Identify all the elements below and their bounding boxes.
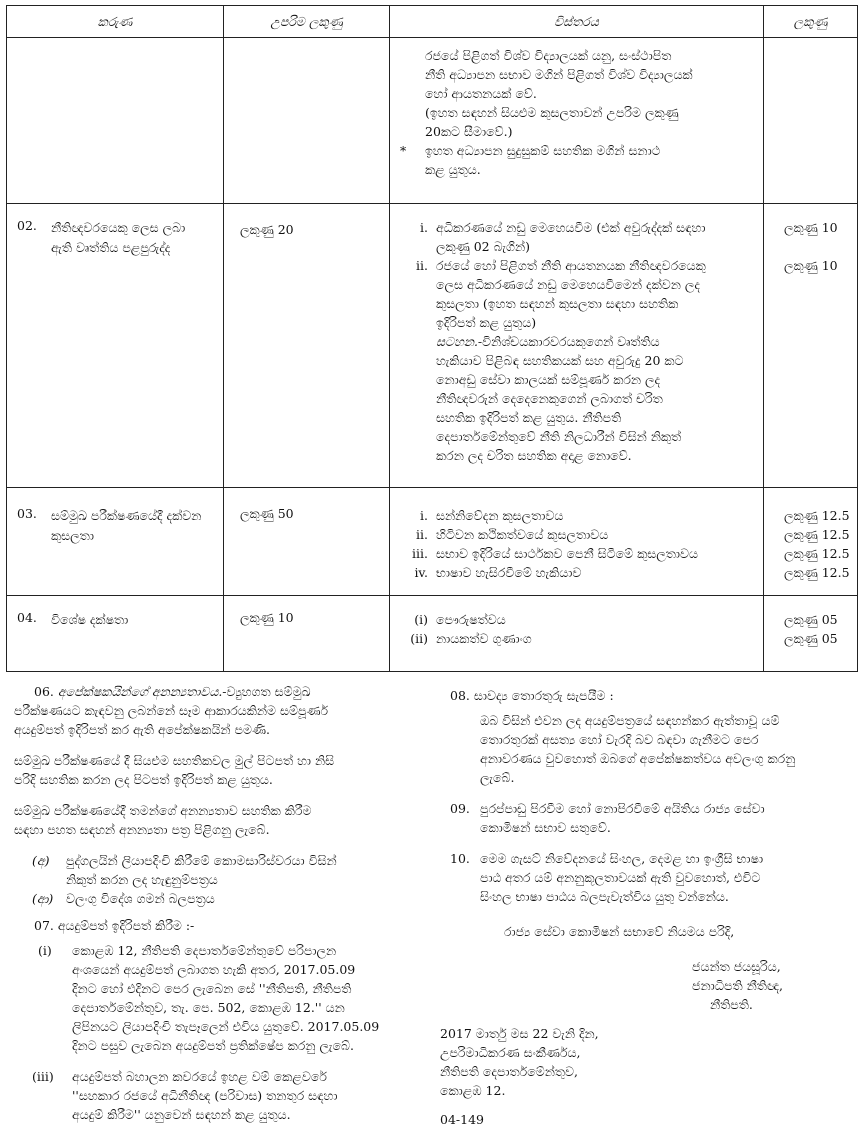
marks-cell xyxy=(764,596,858,672)
max-marks-cell xyxy=(224,204,390,488)
criterion-cell xyxy=(7,488,224,596)
section-number: 09. xyxy=(450,801,470,816)
text-line: විනිශ්චයකාරවරයකුගෙන් වෘත්තිය xyxy=(482,334,660,349)
item-label: (i) xyxy=(414,612,428,627)
text-line: රජයේ හෝ පිළිගත් නීති ආයතනයක නීතිඥවරයෙකු xyxy=(436,258,706,273)
marks-cell xyxy=(764,204,858,488)
max-marks: ලකුණු 20 xyxy=(240,222,294,237)
text-line: උපරිමාධිකරණ සංකීර්ණය, xyxy=(440,1045,581,1060)
item-text: පෞරුෂත්වය xyxy=(436,612,506,627)
list-item xyxy=(14,1067,434,1124)
section-10 xyxy=(440,849,858,906)
item-text: නායකත්ව ගුණාංග xyxy=(436,631,532,646)
item-text: භාෂාව හැසිරවීමේ හැකියාව xyxy=(436,565,582,580)
text-line: අනාවරණය වුවහොත් ඔබගේ අපේක්ෂකත්වය අවලංගු කරනු xyxy=(480,751,796,766)
text-line: තොරතුරක් අසත්‍ය හෝ වැරදි බව බඳවා ගැනීමට පෙර xyxy=(480,732,759,747)
mark-value: ලකුණු 05 xyxy=(784,612,838,627)
left-column xyxy=(14,682,434,1124)
description-cell xyxy=(390,596,764,672)
text-line: කොළඹ 12, නීතිපති දෙපාර්තමේන්තුවේ පරිපාලන xyxy=(72,943,337,958)
text-line: අයදුම් කිරීම'' යනුවෙන් සඳහන් කළ යුතුය. xyxy=(72,1107,291,1122)
text-line: කුසලතා (ඉහත සඳහන් කුසලතා සඳහා සහතික xyxy=(436,296,679,311)
max-marks: ලකුණු 50 xyxy=(240,506,294,521)
description-cell xyxy=(390,204,764,488)
text-line: පරිදි සහතික කරන ලද පිටපත් ඉදිරිපත් කළ යුතුය. xyxy=(14,772,273,787)
row-number: 02. xyxy=(17,218,37,233)
text-line: 20කට සීමාවේ.) xyxy=(425,124,513,139)
section-08-title: 08. සාවද්‍ය තොරතුරු සැපයීම : xyxy=(450,688,614,703)
header-max-marks: උපරිම ලකුණු xyxy=(224,6,390,38)
text-line: ලිපිනයට ලියාපදිංචි තැපෑලෙන් එවිය යුතුවේ. 2017.05.09 xyxy=(72,1019,380,1034)
text-line: දෙපාර්තමේන්තුව, තැ. පෙ. 502, කොළඹ 12.'' යන xyxy=(72,1000,345,1015)
text-line: සහතික ඉදිරිපත් කළ යුතුය. නීතිපති xyxy=(436,410,622,425)
notice-code: 04-149 xyxy=(440,1112,484,1127)
marks-cell xyxy=(764,488,858,596)
text-line: නීතිපති. xyxy=(710,997,753,1012)
item-label: (iii) xyxy=(32,1069,54,1084)
paragraph xyxy=(14,801,434,839)
mark-value: ලකුණු 12.5 xyxy=(784,565,850,580)
criterion-cell xyxy=(7,596,224,672)
text-line: සම්මුඛ පරීක්ෂණයේ දී සියළුම සහතිකවල මුල් පිටපත් හා නිසි xyxy=(14,753,335,768)
text-line: හෝ ආයතනයක් වේ. xyxy=(425,86,537,101)
item-text: හිටිවන කථිකත්වයේ කුසලතාවය xyxy=(436,527,609,542)
text-line: නීතිඥවරුන් දෙදෙනෙකුගෙන් ලබාගත් චරිත xyxy=(436,391,663,406)
text-line: නීති අධ්‍යාපන සභාව මගින් පිළිගත් විශ්ව විද්‍යාලයක් xyxy=(425,67,693,82)
text-line: කොළඹ 12. xyxy=(440,1083,506,1098)
section-number: 06. xyxy=(34,684,54,699)
text-line: කරන ලද චරිත සහතික අදාළ නොවේ. xyxy=(436,448,632,463)
item-label: (ii) xyxy=(410,631,428,646)
text-line: නීතිපති දෙපාර්තමේන්තුව, xyxy=(440,1064,578,1079)
header-marks: ලකුණු xyxy=(764,6,858,38)
criterion-text: නීතිඥවරයෙකු ලෙස ලබා ඇති වෘත්තිය පළපුරුද්ද xyxy=(51,220,186,255)
max-marks-cell xyxy=(224,596,390,672)
table-header-row xyxy=(7,6,858,38)
text-line: කළ යුතුය. xyxy=(425,162,481,177)
mark-value: ලකුණු 05 xyxy=(784,631,838,646)
item-label: i. xyxy=(420,508,428,523)
item-text: සභාව ඉදිරියේ සාර්ථකව පෙනී සිටීමේ කුසලතාවය xyxy=(436,546,698,561)
text-line: 2017 මාර්තු මස 22 වැනි දින, xyxy=(440,1026,599,1041)
item-label: ii. xyxy=(416,258,428,273)
text-line: රජයේ පිළිගත් විශ්ව විද්‍යාලයක් යනු, සංස්ථාපිත xyxy=(425,48,672,63)
text-line: පරීක්ෂණයට කැඳවනු ලබන්නේ සෑම ආකාරයකින්ම සම්පූර්ණ xyxy=(14,703,329,718)
section-09 xyxy=(440,799,858,837)
section-title: අපේක්ෂකයින්ගේ අනන්‍යතාවය.- xyxy=(57,684,227,699)
item-label: iii. xyxy=(412,546,428,561)
row-number: 04. xyxy=(17,610,37,625)
right-column xyxy=(440,682,858,1100)
item-label: i. xyxy=(420,220,428,235)
mark-value: ලකුණු 10 xyxy=(784,258,838,273)
criterion-cell xyxy=(7,204,224,488)
text-line: ව්‍යුහගත සම්මුඛ xyxy=(226,684,311,699)
text-line: පුරප්පාඩු පිරවීම හෝ නොපිරවීමේ අයිතිය රාජ්‍ය සේවා xyxy=(480,801,765,816)
header-description: විස්තරය xyxy=(390,6,764,38)
text-line: මෙම ගැසට් නිවේදනයේ සිංහල, දෙමළ හා ඉංග්‍රීසි භාෂා xyxy=(480,851,764,866)
item-label: iv. xyxy=(414,565,428,580)
text-line: ලකුණු 02 බැගින්) xyxy=(436,239,530,254)
max-marks-cell xyxy=(224,488,390,596)
text-line: ඉදිරිපත් කළ යුතුය) xyxy=(436,315,537,330)
item-label: ii. xyxy=(416,527,428,542)
order-line: රාජ්‍ය සේවා කොමිෂන් සභාවේ නියමය පරිදි, xyxy=(504,924,735,939)
text-line: අයදුම්පත් ඉදිරිපත් කර ඇති අපේක්ෂකයින් පමණි. xyxy=(14,722,270,737)
row-number: 03. xyxy=(17,506,37,521)
text-line: (ඉහත සඳහන් සියළුම කුසලතාවන් උපරිම ලකුණු xyxy=(425,105,679,120)
table-row xyxy=(7,38,858,204)
text-line: ඔබ විසින් එවන ලද අයදුම්පත්‍රයේ සඳහන්කර ඇත්තාවූ යම් xyxy=(480,713,780,728)
criterion-text: සම්මුඛ පරීක්ෂණයේදී දක්වන කුසලතා xyxy=(51,508,202,543)
text-line: ලෙස අධිකරණයේ නඩු මෙහෙයවීමෙන් දක්වන ලද xyxy=(436,277,700,292)
text-line: සඳහා පහත සඳහන් අනන්‍යතා පත්‍ර පිළිගනු ලැබේ. xyxy=(14,822,270,837)
table-row xyxy=(7,204,858,488)
paragraph xyxy=(440,711,858,787)
text-line: ලැබේ. xyxy=(480,770,515,785)
text-line: ''සහකාර රජයේ අධිනීතිඥ (පරිවාස) තනතුර සඳහා xyxy=(72,1088,338,1103)
text-line: දිනට හෝ එදිනට පෙර ලැබෙන සේ ''නීතිපති, නීතිපති xyxy=(72,981,352,996)
max-marks: ලකුණු 10 xyxy=(240,610,294,625)
item-text: සන්නිවේදන කුසලතාවය xyxy=(436,508,564,523)
paragraph xyxy=(14,751,434,789)
text-line: දිනට පසුව ලැබෙන අයදුම්පත් ප්‍රතික්ෂේප කරනු ලැබේ. xyxy=(72,1038,354,1053)
text-line: ඉහත අධ්‍යාපන සුදුසුකම් සහතික මගින් සනාථ xyxy=(425,143,661,158)
mark-value: ලකුණු 10 xyxy=(784,220,838,235)
header-criterion: කරුණ xyxy=(7,6,224,38)
section-07-title: 07. අයදුම්පත් ඉදිරිපත් කිරීම :- xyxy=(34,918,195,933)
text-line: පාඨ අතර යම් අනනුකූලතාවයක් ඇති වුවහොත්, එවිට xyxy=(480,870,761,885)
mark-value: ලකුණු 12.5 xyxy=(784,546,850,561)
signature-block xyxy=(440,957,858,1014)
text-line: අධිකරණයේ නඩු මෙහෙයවීම (එක් අවුරුද්දක් සඳහා xyxy=(436,220,706,235)
text-line: නොඅඩු සේවා කාලයක් සම්පූර්ණ කරන ලද xyxy=(436,372,661,387)
text-line: කොමිෂන් සභාව සතුවේ. xyxy=(480,820,611,835)
text-line: සිංහල භාෂා පාඨය බලපැවැත්විය යුතු වන්නේය. xyxy=(480,889,729,904)
item-text: වලංගු විදේශ ගමන් බලපත්‍රය xyxy=(66,891,215,906)
list-item xyxy=(14,889,434,908)
text-line: හැකියාව පිළිබඳ සහතිකයක් සහ අවුරුදු 20 කට xyxy=(436,353,684,368)
text-line: දෙපාර්තමේන්තුවේ නීති නිලධාරීන් විසින් නිකුත් xyxy=(436,429,682,444)
item-label: (ආ) xyxy=(32,891,54,906)
list-item xyxy=(14,941,434,1055)
table-row xyxy=(7,596,858,672)
description-cell xyxy=(390,488,764,596)
text-line: පුද්ගලයින් ලියාපදිංචි කිරීමේ කොමසාරිස්වරයා විසින් xyxy=(66,853,337,868)
description-cell xyxy=(390,38,764,204)
mark-value: ලකුණු 12.5 xyxy=(784,508,850,523)
table-row xyxy=(7,488,858,596)
text-line: ජනාධිපති නීතිඥ, xyxy=(692,978,783,993)
bullet-star: * xyxy=(400,143,407,158)
note-label: සටහන.- xyxy=(436,334,483,349)
date-block xyxy=(440,1024,858,1100)
text-line: සම්මුඛ පරීක්ෂණයේදී තමන්ගේ අනන්‍යතාව සහතික කිරීම xyxy=(14,803,312,818)
text-line: නිකුත් කරන ලද හැඳුනුම්පත්‍රය xyxy=(66,872,218,887)
section-number: 10. xyxy=(450,851,470,866)
text-line: අයදුම්පත් බහාලන කවරයේ ඉහළ වම් කෙළවරේ xyxy=(72,1069,327,1084)
criterion-text: විශේෂ දක්ෂතා xyxy=(51,612,129,627)
mark-value: ලකුණු 12.5 xyxy=(784,527,850,542)
section-06 xyxy=(14,682,434,739)
item-label: (අ) xyxy=(32,853,50,868)
list-item xyxy=(14,851,434,889)
text-line: අංශයෙන් අයදුම්පත් ලබාගත හැකි අතර, 2017.05.09 xyxy=(72,962,356,977)
item-label: (i) xyxy=(38,943,52,958)
text-line: ජයන්ත ජයසූරිය, xyxy=(692,959,781,974)
marks-table xyxy=(6,5,858,672)
